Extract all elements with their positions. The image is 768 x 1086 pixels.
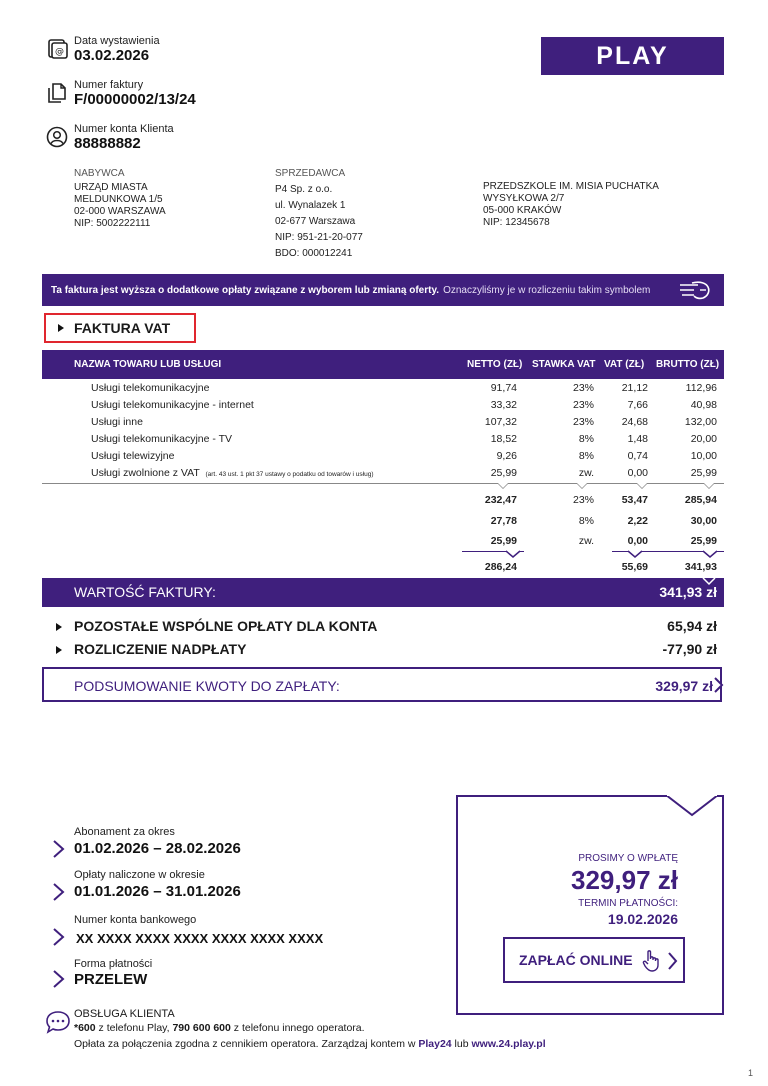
subtotal-vat: 2,22 [627, 515, 648, 527]
account-label: Numer konta Klienta [74, 123, 174, 135]
triangle-right-icon [58, 324, 64, 332]
pay-online-button[interactable] [503, 937, 685, 983]
invoice-value-label: WARTOŚĆ FAKTURY: [74, 584, 216, 600]
customer-service-line1 [74, 1022, 365, 1034]
payment-form-label: Forma płatności [74, 958, 153, 970]
row-gross: 20,00 [690, 433, 717, 445]
col-vat-rate: STAWKA VAT [532, 359, 596, 370]
chat-icon [45, 1010, 71, 1034]
row-vat: 0,74 [627, 450, 648, 462]
row-name: Usługi telewizyjne [91, 450, 175, 462]
table-row [42, 380, 724, 397]
payment-request-label: PROSIMY O WPŁATĘ [578, 853, 678, 864]
account-number: 88888882 [74, 135, 141, 152]
seller-line: 02-677 Warszawa [275, 216, 356, 227]
seller-block [275, 168, 363, 262]
issue-date-label: Data wystawienia [74, 35, 160, 47]
chevron-down-icon-inner [704, 483, 714, 488]
hand-cursor-icon [641, 949, 663, 973]
overpayment-amount: -77,90 zł [662, 641, 717, 657]
other-fees-amount: 65,94 zł [667, 618, 717, 634]
box-notch [664, 795, 720, 817]
total-net: 286,24 [484, 561, 517, 573]
chevron-down-icon-inner [637, 483, 647, 488]
seller-line: BDO: 000012241 [275, 248, 353, 259]
chevron-down-icon-inner [577, 483, 587, 488]
buyer-block [74, 168, 166, 230]
service-text: lub [451, 1038, 472, 1050]
charges-period: 01.01.2026 – 31.01.2026 [74, 883, 241, 900]
total-vat: 55,69 [621, 561, 648, 573]
other-fees-label: POZOSTAŁE WSPÓLNE OPŁATY DLA KONTA [74, 618, 378, 634]
row-vat: 1,48 [627, 433, 648, 445]
row-name [91, 467, 374, 479]
row-vat: 0,00 [627, 467, 648, 479]
issue-date: 03.02.2026 [74, 47, 150, 64]
col-vat: VAT (ZŁ) [604, 359, 645, 370]
summary-amount: 329,97 zł [655, 678, 713, 694]
payment-box [456, 795, 724, 1015]
service-text: z telefonu Play, [95, 1022, 173, 1034]
subtotal-vat: 0,00 [627, 535, 648, 547]
col-name: NAZWA TOWARU LUB USŁUGI [74, 359, 222, 370]
row-gross: 132,00 [684, 416, 717, 428]
subtotal-row [42, 513, 724, 530]
subtotal-net: 232,47 [484, 494, 517, 506]
row-name: Usługi telekomunikacyjne - TV [91, 433, 233, 445]
page-number: 1 [748, 1068, 754, 1078]
subtotal-net: 27,78 [490, 515, 517, 527]
row-net: 91,74 [490, 382, 517, 394]
due-date: 19.02.2026 [607, 911, 678, 927]
pointing-hand-icon [678, 279, 714, 301]
subscription-period: 01.02.2026 – 28.02.2026 [74, 840, 241, 857]
user-icon [46, 126, 68, 148]
row-gross: 25,99 [690, 467, 717, 479]
customer-service-line2 [74, 1038, 546, 1050]
subtotal-net: 25,99 [490, 535, 517, 547]
chevron-down-icon [699, 550, 721, 558]
charges-label: Opłaty naliczone w okresie [74, 869, 205, 881]
table-row [42, 414, 724, 431]
seller-label: SPRZEDAWCA [275, 168, 346, 179]
col-gross: BRUTTO (ZŁ) [656, 359, 720, 370]
overpayment-label: ROZLICZENIE NADPŁATY [74, 641, 247, 657]
row-gross: 112,96 [685, 382, 717, 394]
row-note: (art. 43 ust. 1 pkt 37 ustawy o podatku od towarów i usług) [205, 471, 374, 478]
row-net: 18,52 [490, 433, 517, 445]
service-long-number: 790 600 600 [172, 1022, 231, 1034]
subtotal-rate: 8% [578, 515, 594, 527]
service-text: Opłata za połączenia zgodna z cennikiem operatora. Zarządzaj kontem w [74, 1038, 419, 1050]
recipient-line: 05-000 KRAKÓW [483, 205, 562, 216]
row-rate: zw. [578, 467, 594, 479]
invoice-value-bar [42, 578, 724, 607]
table-divider [42, 483, 724, 484]
subscription-label: Abonament za okres [74, 826, 175, 838]
row-net: 107,32 [484, 416, 517, 428]
subtotal-rate: 23% [572, 494, 594, 506]
chevron-down-icon [624, 550, 646, 558]
row-net: 25,99 [490, 467, 517, 479]
service-short-number: *600 [74, 1022, 96, 1034]
svg-text:@: @ [55, 47, 64, 57]
service-text: z telefonu innego operatora. [230, 1022, 365, 1034]
row-name: Usługi telekomunikacyjne - internet [91, 399, 254, 411]
buyer-label: NABYWCA [74, 168, 125, 179]
subtotal-gross: 30,00 [690, 515, 717, 527]
table-row [42, 448, 724, 465]
row-net: 9,26 [496, 450, 517, 462]
chevron-right-icon [52, 839, 66, 859]
payment-form: PRZELEW [74, 971, 148, 988]
row-rate: 8% [578, 450, 594, 462]
row-name-text: Usługi zwolnione z VAT [91, 467, 200, 479]
table-row [42, 465, 724, 482]
bank-account-number: XX XXXX XXXX XXXX XXXX XXXX XXXX [76, 931, 324, 946]
invoice-value-amount: 341,93 zł [659, 584, 717, 600]
other-fees-line [42, 618, 724, 638]
recipient-block [483, 181, 659, 229]
pay-online-label: ZAPŁAĆ ONLINE [519, 952, 633, 968]
chevron-down-icon [502, 550, 524, 558]
document-icon [46, 82, 68, 104]
row-vat: 21,12 [621, 382, 648, 394]
section-title-text: FAKTURA VAT [74, 320, 171, 336]
play-website-link[interactable]: www.24.play.pl [471, 1038, 546, 1050]
recipient-line: WYSYŁKOWA 2/7 [483, 193, 565, 204]
overpayment-line [42, 641, 724, 661]
table-header [42, 350, 724, 379]
col-net: NETTO (ZŁ) [467, 359, 523, 370]
chevron-right-icon [714, 677, 724, 693]
subtotal-gross: 285,94 [684, 494, 717, 506]
row-rate: 23% [572, 399, 594, 411]
recipient-line: NIP: 12345678 [483, 217, 550, 228]
subtotal-gross: 25,99 [690, 535, 717, 547]
seller-line: P4 Sp. z o.o. [275, 184, 333, 195]
chevron-right-icon [52, 969, 66, 989]
chevron-right-icon [668, 952, 678, 970]
subtotal-row [42, 533, 724, 550]
row-vat: 7,66 [627, 399, 648, 411]
totals-row [42, 559, 724, 576]
total-gross: 341,93 [684, 561, 717, 573]
invoice-number: F/00000002/13/24 [74, 91, 196, 108]
seller-line: ul. Wynalazek 1 [275, 200, 346, 211]
row-rate: 23% [572, 416, 594, 428]
payment-amount: 329,97 zł [571, 865, 678, 895]
recipient-line: PRZEDSZKOLE IM. MISIA PUCHATKA [483, 181, 659, 192]
chevron-right-icon [52, 882, 66, 902]
chevron-down-icon-inner [498, 483, 508, 488]
row-gross: 10,00 [690, 450, 717, 462]
subtotal-vat: 53,47 [621, 494, 648, 506]
seller-line: NIP: 951-21-20-077 [275, 232, 363, 243]
row-name: Usługi inne [91, 416, 143, 428]
table-row [42, 431, 724, 448]
row-name: Usługi telekomunikacyjne [91, 382, 210, 394]
triangle-right-icon [56, 623, 62, 631]
play-logo: PLAY [541, 37, 724, 75]
row-rate: 23% [572, 382, 594, 394]
chevron-right-icon [52, 927, 66, 947]
play24-link[interactable]: Play24 [418, 1038, 452, 1050]
extra-fees-banner [42, 274, 724, 306]
due-date-label: TERMIN PŁATNOŚCI: [578, 898, 678, 909]
banner-light-text: Oznaczyliśmy je w rozliczeniu takim symbolem [443, 284, 651, 296]
row-net: 33,32 [490, 399, 517, 411]
summary-label: PODSUMOWANIE KWOTY DO ZAPŁATY: [74, 678, 340, 694]
row-vat: 24,68 [621, 416, 648, 428]
table-row [42, 397, 724, 414]
section-title [58, 320, 170, 336]
row-rate: 8% [578, 433, 594, 445]
bank-account-label: Numer konta bankowego [74, 914, 197, 926]
subtotal-rate: zw. [578, 535, 594, 547]
buyer-line: NIP: 5002222111 [74, 218, 151, 229]
banner-bold-text: Ta faktura jest wyższa o dodatkowe opłaty związane z wyborem lub zmianą oferty. [51, 284, 440, 296]
payment-summary [42, 667, 722, 702]
buyer-line: 02-000 WARSZAWA [74, 206, 166, 217]
customer-service-title: OBSŁUGA KLIENTA [74, 1008, 175, 1020]
buyer-line: MELDUNKOWA 1/5 [74, 194, 163, 205]
triangle-right-icon [56, 646, 62, 654]
buyer-line: URZĄD MIASTA [74, 182, 148, 193]
row-gross: 40,98 [690, 399, 717, 411]
chevron-down-icon [701, 578, 717, 586]
invoice-number-label: Numer faktury [74, 79, 144, 91]
calendar-icon [46, 37, 68, 59]
subtotal-row [42, 492, 724, 509]
